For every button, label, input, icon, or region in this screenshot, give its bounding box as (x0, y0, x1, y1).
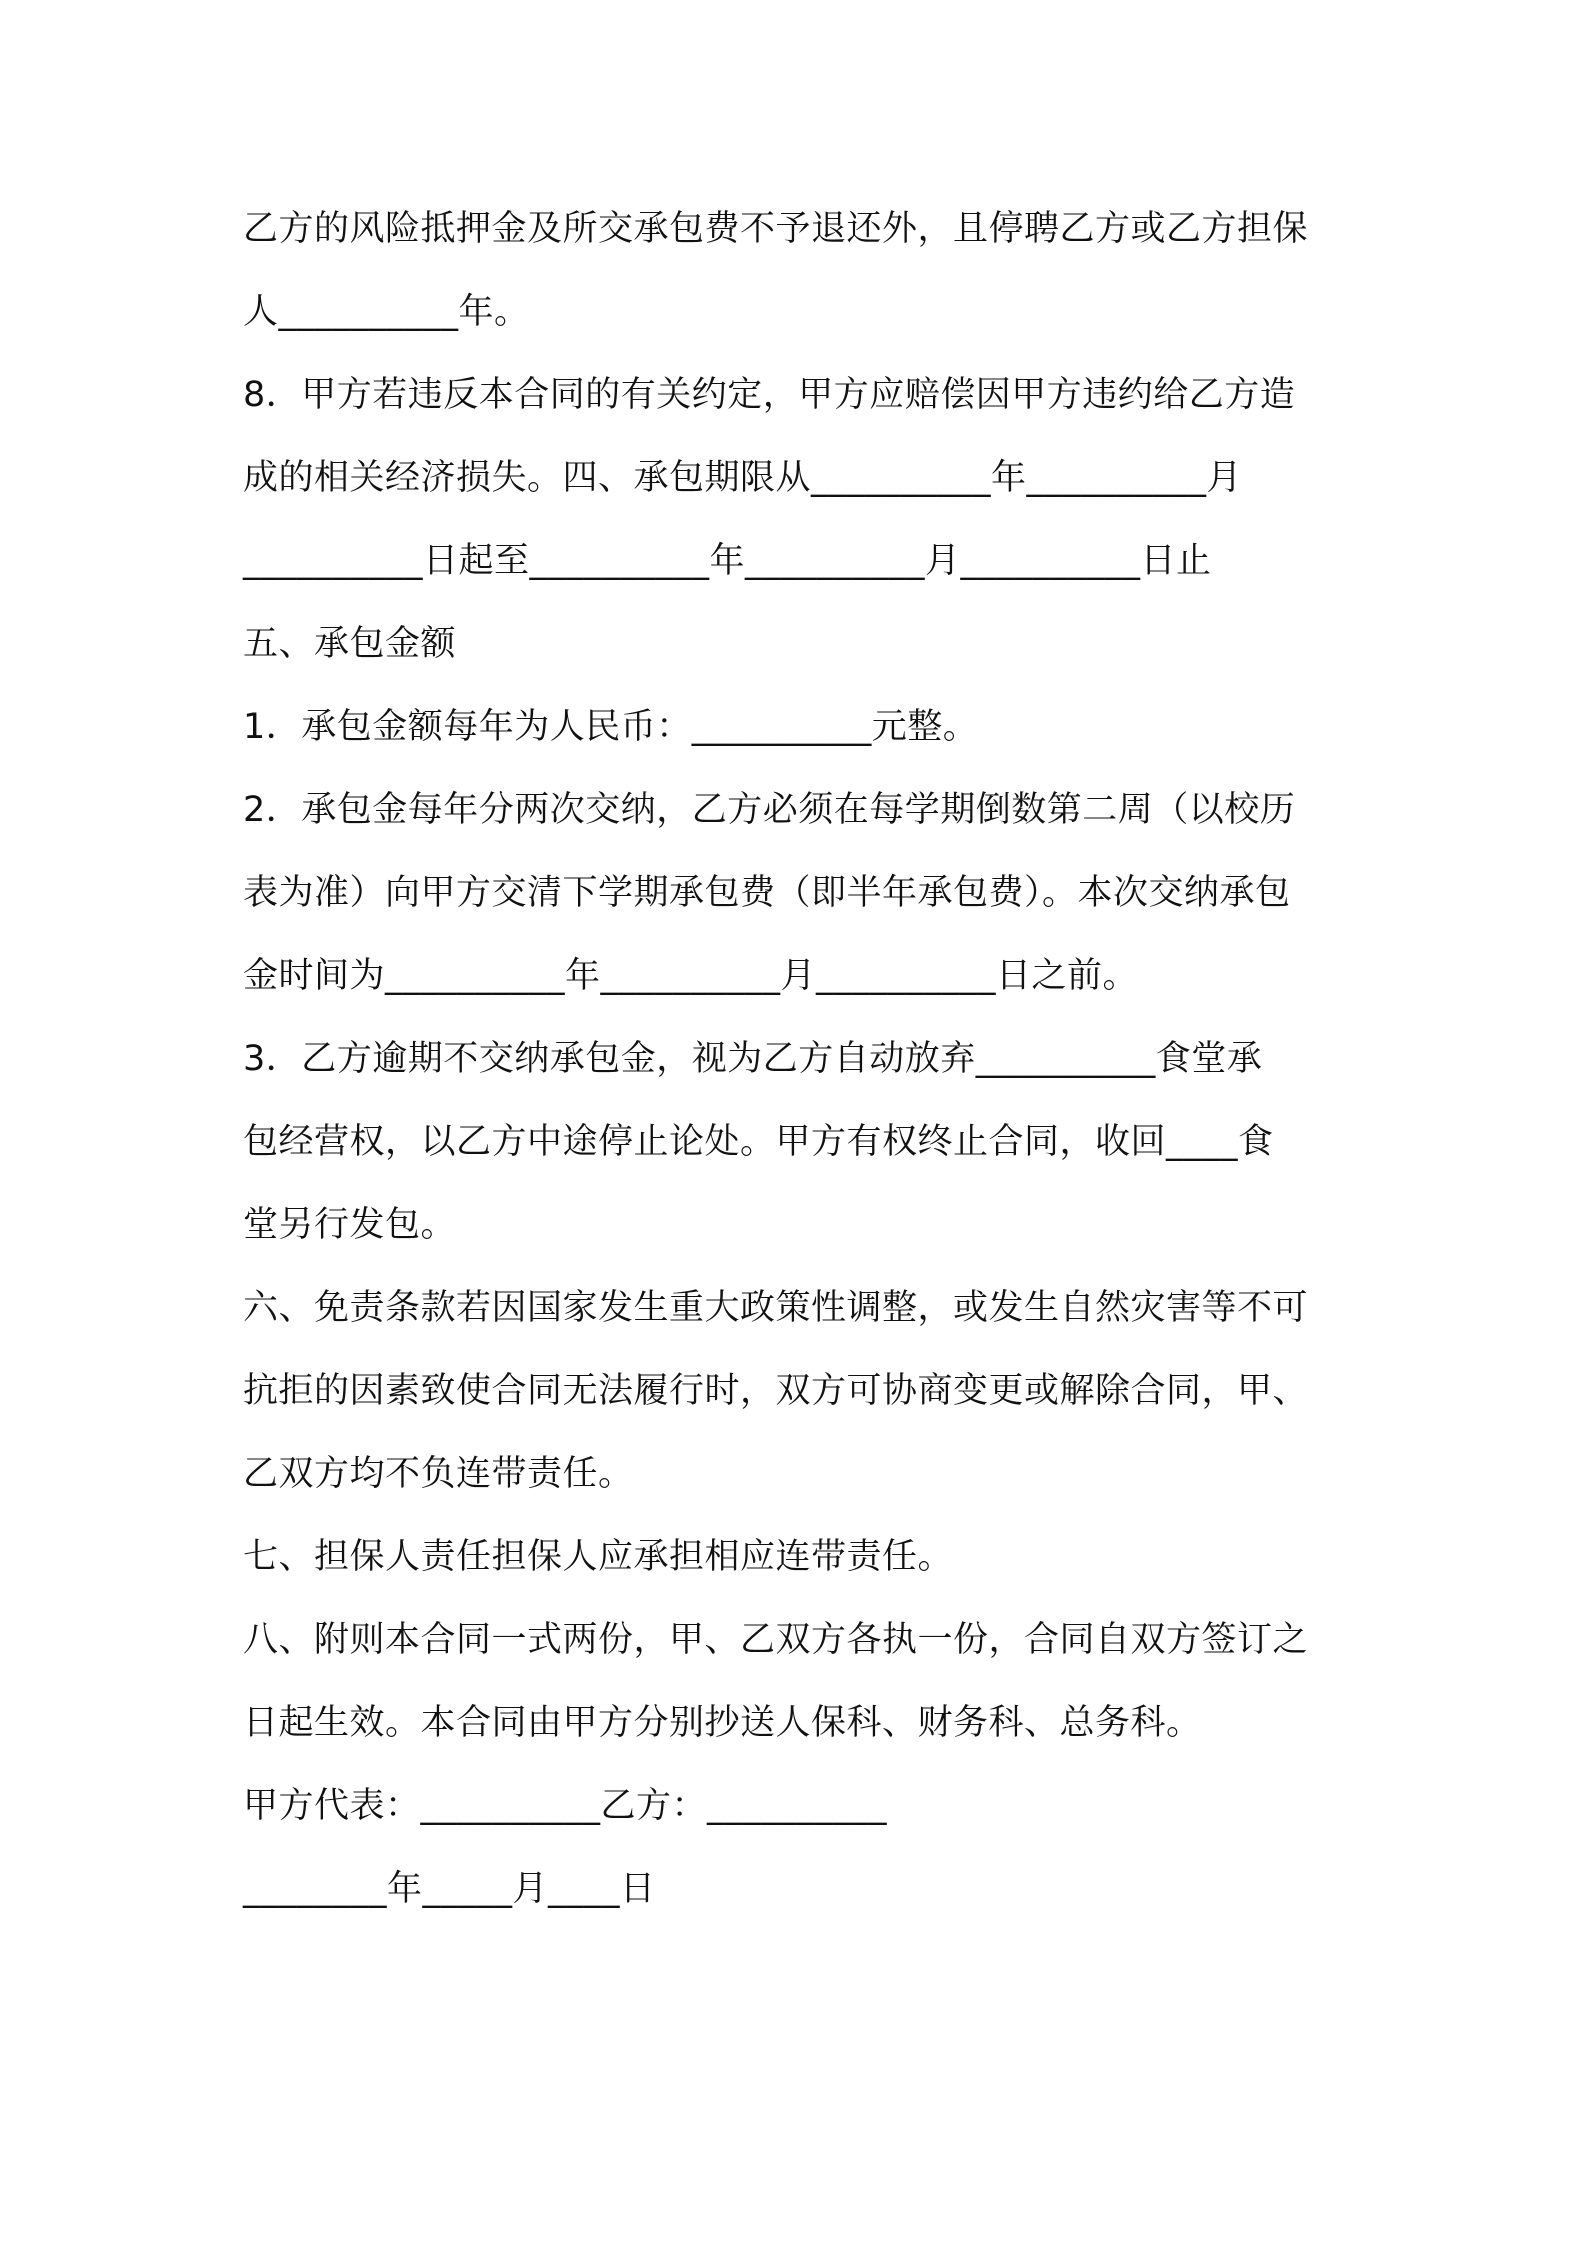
text-line: 2．承包金每年分两次交纳，乙方必须在每学期倒数第二周（以校历 (243, 790, 1296, 830)
text-line: 堂另行发包。 (243, 1205, 457, 1245)
text-line: __________日起至__________年__________月__________日止 (243, 541, 1212, 581)
text-line: 3．乙方逾期不交纳承包金，视为乙方自动放弃__________食堂承 (243, 1039, 1263, 1079)
signature-line: 甲方代表：__________乙方：__________ (243, 1786, 888, 1826)
text-line: 金时间为__________年__________月__________日之前。 (243, 956, 1139, 996)
text-line: 8．甲方若违反本合同的有关约定，甲方应赔偿因甲方违约给乙方造 (243, 375, 1296, 415)
text-line: 成的相关经济损失。四、承包期限从__________年__________月 (243, 458, 1243, 498)
text-line: 乙双方均不负连带责任。 (243, 1454, 634, 1494)
text-line: 1．承包金额每年为人民币：__________元整。 (243, 707, 979, 747)
text-line: 七、担保人责任担保人应承担相应连带责任。 (243, 1537, 954, 1577)
date-line: ________年_____月____日 (243, 1869, 656, 1909)
section-heading: 五、承包金额 (243, 624, 457, 664)
text-line: 人__________年。 (243, 292, 530, 332)
text-line: 乙方的风险抵押金及所交承包费不予退还外，且停聘乙方或乙方担保 (243, 209, 1309, 249)
text-line: 抗拒的因素致使合同无法履行时，双方可协商变更或解除合同，甲、 (243, 1371, 1309, 1411)
text-line: 六、免责条款若因国家发生重大政策性调整，或发生自然灾害等不可 (243, 1288, 1309, 1328)
text-line: 日起生效。本合同由甲方分别抄送人保科、财务科、总务科。 (243, 1703, 1202, 1743)
text-line: 表为准）向甲方交清下学期承包费（即半年承包费）。本次交纳承包 (243, 873, 1291, 913)
text-line: 八、附则本合同一式两份，甲、乙双方各执一份，合同自双方签订之 (243, 1620, 1309, 1660)
text-line: 包经营权，以乙方中途停止论处。甲方有权终止合同，收回____食 (243, 1122, 1274, 1162)
